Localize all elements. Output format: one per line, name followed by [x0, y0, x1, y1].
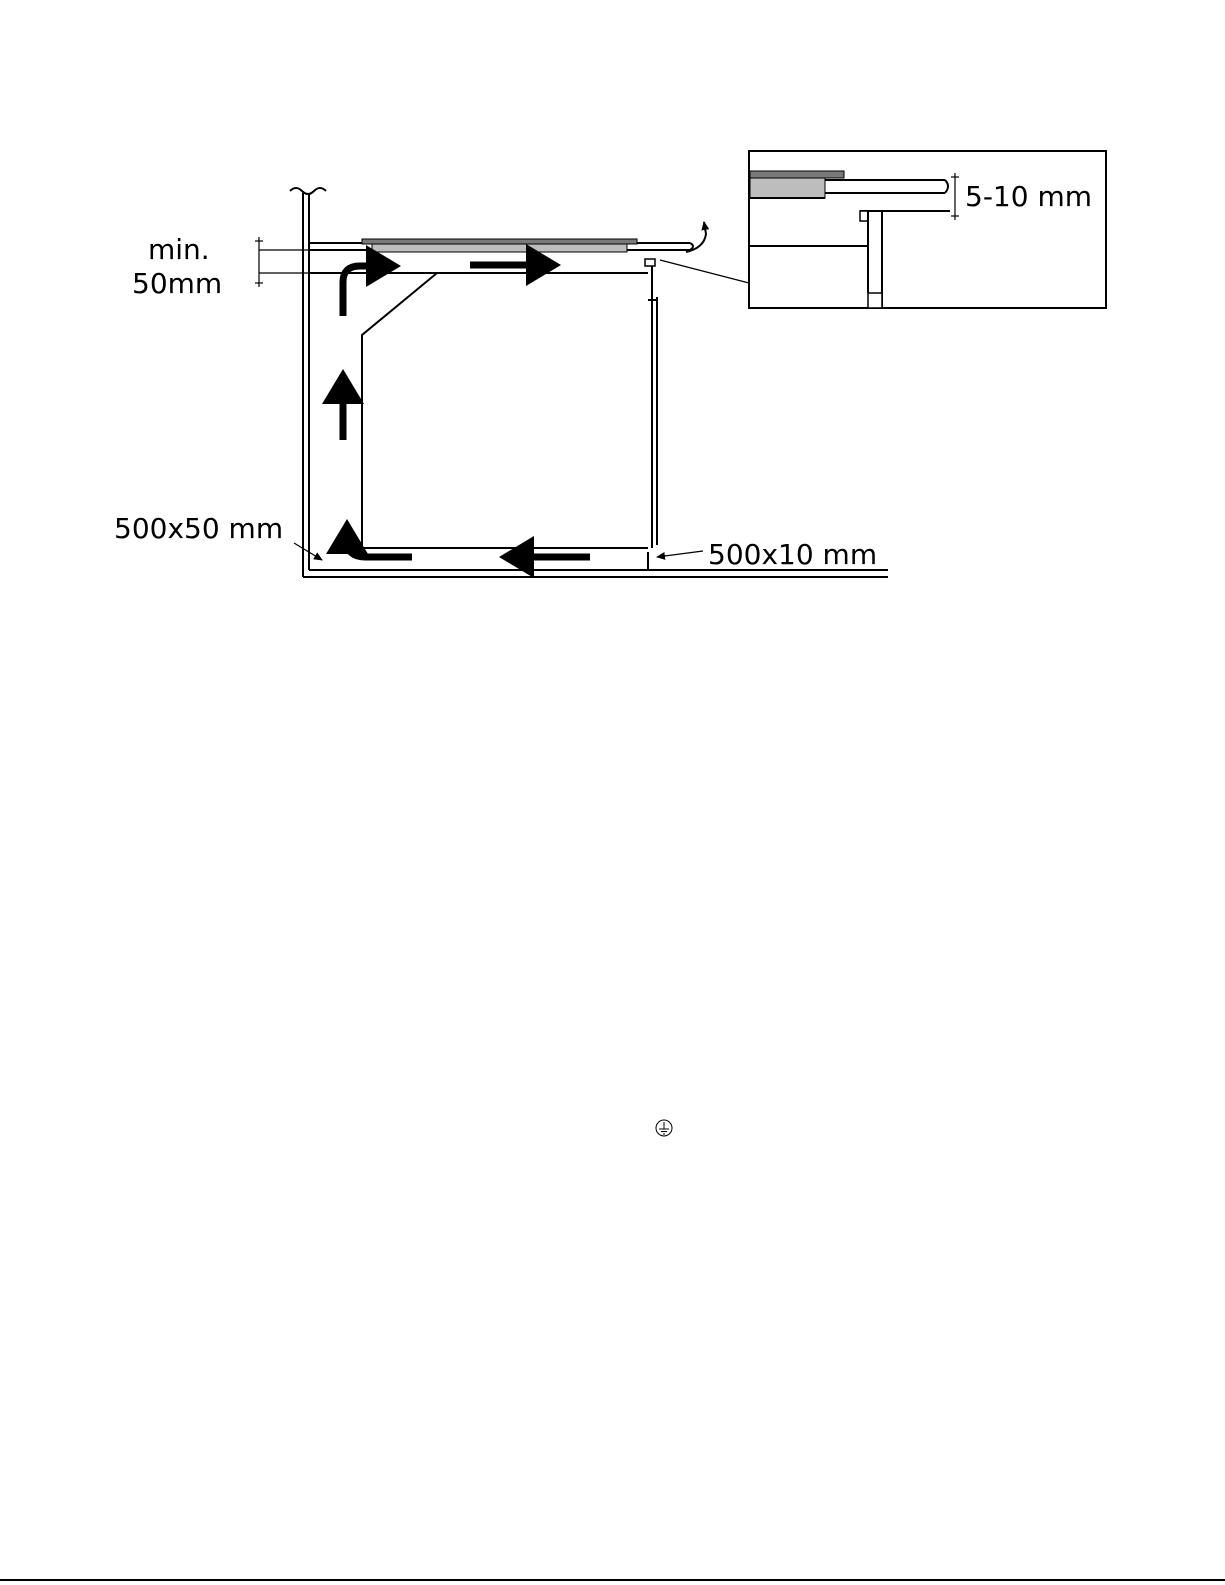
ground-icon — [656, 1120, 672, 1136]
front-opening-label: 500x10 mm — [708, 538, 878, 571]
detail-gap-label: 5-10 mm — [965, 180, 1092, 213]
rear-opening-label: 500x50 mm — [114, 512, 284, 545]
min-gap-label-line1: min. — [148, 233, 210, 266]
min-gap-label-line2: 50mm — [132, 267, 223, 300]
hob — [362, 239, 637, 252]
cabinet-floor — [303, 570, 888, 577]
detail-leader-line — [660, 260, 749, 283]
oven-body — [362, 273, 648, 548]
front-panel — [645, 259, 657, 570]
back-wall — [290, 188, 326, 577]
front-opening-pointer — [657, 551, 703, 557]
min-gap-dimension — [255, 237, 310, 287]
airflow-arrow-exit — [686, 222, 706, 252]
page-bottom-rule — [0, 1579, 1225, 1581]
detail-inset — [749, 151, 1106, 308]
